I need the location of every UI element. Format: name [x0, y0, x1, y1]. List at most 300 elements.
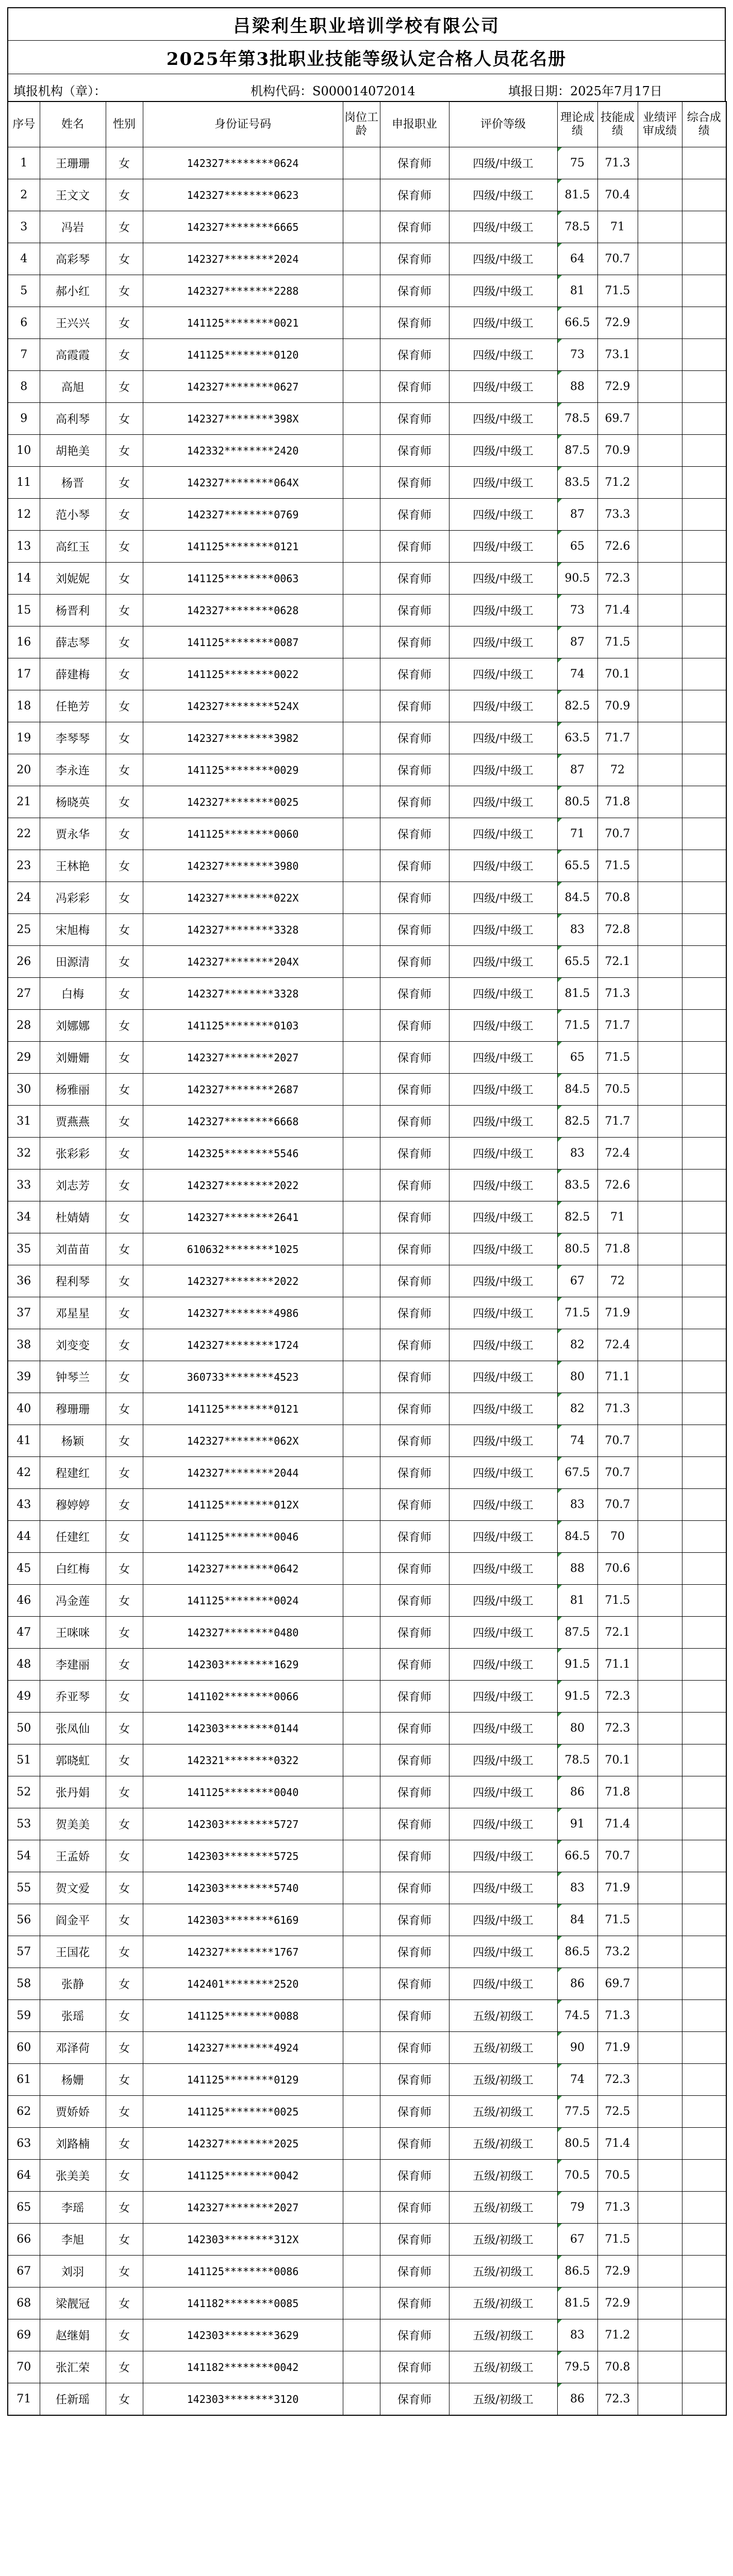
level-cell: 四级/中级工 [449, 211, 557, 243]
id-cell: 142327********3328 [143, 978, 343, 1010]
seq-cell: 55 [8, 1872, 40, 1904]
table-row [8, 2319, 726, 2351]
id-cell: 141125********0087 [143, 626, 343, 658]
theory-score-cell: 82.5 [557, 1201, 597, 1233]
overall-score-cell [682, 1968, 726, 2000]
performance-score-cell [638, 1297, 682, 1329]
occupation-cell: 保育师 [380, 1329, 449, 1361]
name-cell: 钟琴兰 [40, 1361, 106, 1393]
theory-score-cell: 86.5 [557, 1936, 597, 1968]
table-row [8, 371, 726, 403]
occupation-cell: 保育师 [380, 1361, 449, 1393]
seniority-cell [343, 2192, 380, 2224]
gender-cell: 女 [106, 1872, 143, 1904]
skill-score-cell: 71.1 [597, 1361, 638, 1393]
skill-score-cell: 71.5 [597, 1585, 638, 1617]
seniority-cell [343, 243, 380, 275]
id-cell: 142327********4986 [143, 1297, 343, 1329]
name-cell: 李瑶 [40, 2192, 106, 2224]
seq-cell: 7 [8, 339, 40, 371]
overall-score-cell [682, 179, 726, 211]
table-row [8, 1936, 726, 1968]
skill-score-cell: 71.5 [597, 2224, 638, 2256]
theory-score-cell: 70.5 [557, 2160, 597, 2192]
performance-score-cell [638, 595, 682, 626]
theory-score-cell: 82 [557, 1329, 597, 1361]
performance-score-cell [638, 1010, 682, 1042]
name-cell: 杨姗 [40, 2064, 106, 2096]
theory-score-cell: 75 [557, 147, 597, 179]
skill-score-cell: 71.8 [597, 1776, 638, 1808]
seniority-cell [343, 754, 380, 786]
level-cell: 五级/初级工 [449, 2287, 557, 2319]
col-header-level: 评价等级 [449, 101, 557, 147]
name-cell: 王咪咪 [40, 1617, 106, 1649]
table-row [8, 211, 726, 243]
performance-score-cell [638, 978, 682, 1010]
occupation-cell: 保育师 [380, 371, 449, 403]
level-cell: 五级/初级工 [449, 2256, 557, 2287]
seniority-cell [343, 2256, 380, 2287]
seq-cell: 27 [8, 978, 40, 1010]
overall-score-cell [682, 2032, 726, 2064]
id-cell: 142303********0144 [143, 1713, 343, 1744]
name-cell: 贺美美 [40, 1808, 106, 1840]
col-header-seniority: 岗位工龄 [343, 101, 380, 147]
skill-score-cell: 72.6 [597, 1170, 638, 1201]
table-row [8, 1361, 726, 1393]
seniority-cell [343, 1776, 380, 1808]
overall-score-cell [682, 275, 726, 307]
theory-score-cell: 81 [557, 275, 597, 307]
skill-score-cell: 71.3 [597, 2000, 638, 2032]
level-cell: 四级/中级工 [449, 1265, 557, 1297]
theory-score-cell: 87.5 [557, 1617, 597, 1649]
level-cell: 五级/初级工 [449, 2000, 557, 2032]
id-cell: 141125********012X [143, 1489, 343, 1521]
id-cell: 141125********0103 [143, 1010, 343, 1042]
gender-cell: 女 [106, 1265, 143, 1297]
name-cell: 李琴琴 [40, 722, 106, 754]
level-cell: 四级/中级工 [449, 435, 557, 467]
skill-score-cell: 71.4 [597, 1808, 638, 1840]
overall-score-cell [682, 1649, 726, 1681]
performance-score-cell [638, 147, 682, 179]
seniority-cell [343, 1457, 380, 1489]
seq-cell: 44 [8, 1521, 40, 1553]
occupation-cell: 保育师 [380, 595, 449, 626]
level-cell: 四级/中级工 [449, 499, 557, 531]
performance-score-cell [638, 1425, 682, 1457]
level-cell: 四级/中级工 [449, 403, 557, 435]
seniority-cell [343, 1361, 380, 1393]
name-cell: 穆珊珊 [40, 1393, 106, 1425]
overall-score-cell [682, 1329, 726, 1361]
seniority-cell [343, 211, 380, 243]
performance-score-cell [638, 1617, 682, 1649]
name-cell: 刘姗姗 [40, 1042, 106, 1074]
name-cell: 阎金平 [40, 1904, 106, 1936]
table-row [8, 1457, 726, 1489]
name-cell: 李永连 [40, 754, 106, 786]
name-cell: 高旭 [40, 371, 106, 403]
table-row [8, 1201, 726, 1233]
seq-cell: 48 [8, 1649, 40, 1681]
id-cell: 142327********022X [143, 882, 343, 914]
table-row [8, 1553, 726, 1585]
skill-score-cell: 72.3 [597, 1713, 638, 1744]
seq-cell: 15 [8, 595, 40, 626]
level-cell: 四级/中级工 [449, 147, 557, 179]
performance-score-cell [638, 2224, 682, 2256]
seq-cell: 14 [8, 563, 40, 595]
id-cell: 141125********0121 [143, 531, 343, 563]
occupation-cell: 保育师 [380, 1233, 449, 1265]
seniority-cell [343, 1297, 380, 1329]
skill-score-cell: 71.3 [597, 978, 638, 1010]
theory-score-cell: 87 [557, 626, 597, 658]
overall-score-cell [682, 1201, 726, 1233]
level-cell: 五级/初级工 [449, 2192, 557, 2224]
id-cell: 142327********0642 [143, 1553, 343, 1585]
id-cell: 360733********4523 [143, 1361, 343, 1393]
occupation-cell: 保育师 [380, 531, 449, 563]
name-cell: 邓泽荷 [40, 2032, 106, 2064]
table-row [8, 1233, 726, 1265]
performance-score-cell [638, 1521, 682, 1553]
theory-score-cell: 83 [557, 2319, 597, 2351]
performance-score-cell [638, 243, 682, 275]
overall-score-cell [682, 946, 726, 978]
level-cell: 四级/中级工 [449, 1201, 557, 1233]
name-cell: 任建红 [40, 1521, 106, 1553]
theory-score-cell: 87 [557, 754, 597, 786]
occupation-cell: 保育师 [380, 1681, 449, 1713]
overall-score-cell [682, 626, 726, 658]
performance-score-cell [638, 1393, 682, 1425]
seq-cell: 50 [8, 1713, 40, 1744]
seniority-cell [343, 978, 380, 1010]
skill-score-cell: 71.9 [597, 2032, 638, 2064]
level-cell: 五级/初级工 [449, 2128, 557, 2160]
seq-cell: 58 [8, 1968, 40, 2000]
level-cell: 四级/中级工 [449, 1010, 557, 1042]
performance-score-cell [638, 1681, 682, 1713]
table-row [8, 2096, 726, 2128]
skill-score-cell: 71.3 [597, 1393, 638, 1425]
gender-cell: 女 [106, 595, 143, 626]
theory-score-cell: 74 [557, 1425, 597, 1457]
name-cell: 赵继娟 [40, 2319, 106, 2351]
occupation-cell: 保育师 [380, 786, 449, 818]
occupation-cell: 保育师 [380, 2064, 449, 2096]
skill-score-cell: 71.9 [597, 1872, 638, 1904]
seq-cell: 51 [8, 1744, 40, 1776]
performance-score-cell [638, 211, 682, 243]
seq-cell: 33 [8, 1170, 40, 1201]
id-cell: 142327********4924 [143, 2032, 343, 2064]
seq-cell: 23 [8, 850, 40, 882]
table-row [8, 754, 726, 786]
occupation-cell: 保育师 [380, 1776, 449, 1808]
level-cell: 五级/初级工 [449, 2224, 557, 2256]
skill-score-cell: 70.9 [597, 690, 638, 722]
seniority-cell [343, 690, 380, 722]
level-cell: 四级/中级工 [449, 1106, 557, 1138]
skill-score-cell: 70.7 [597, 1489, 638, 1521]
occupation-cell: 保育师 [380, 1872, 449, 1904]
seq-cell: 21 [8, 786, 40, 818]
name-cell: 宋旭梅 [40, 914, 106, 946]
occupation-cell: 保育师 [380, 1904, 449, 1936]
name-cell: 张凤仙 [40, 1713, 106, 1744]
seniority-cell [343, 595, 380, 626]
seniority-cell [343, 1808, 380, 1840]
overall-score-cell [682, 2192, 726, 2224]
theory-score-cell: 91.5 [557, 1649, 597, 1681]
name-cell: 李建丽 [40, 1649, 106, 1681]
gender-cell: 女 [106, 1744, 143, 1776]
overall-score-cell [682, 1265, 726, 1297]
gender-cell: 女 [106, 1106, 143, 1138]
gender-cell: 女 [106, 1808, 143, 1840]
skill-score-cell: 71.4 [597, 595, 638, 626]
seq-cell: 63 [8, 2128, 40, 2160]
name-cell: 刘妮妮 [40, 563, 106, 595]
theory-score-cell: 86 [557, 2383, 597, 2416]
col-header-seq: 序号 [8, 101, 40, 147]
gender-cell: 女 [106, 1010, 143, 1042]
theory-score-cell: 81.5 [557, 179, 597, 211]
theory-score-cell: 83 [557, 1489, 597, 1521]
skill-score-cell: 71.3 [597, 2192, 638, 2224]
occupation-cell: 保育师 [380, 2032, 449, 2064]
occupation-cell: 保育师 [380, 2287, 449, 2319]
name-cell: 高利琴 [40, 403, 106, 435]
id-cell: 141125********0025 [143, 2096, 343, 2128]
level-cell: 四级/中级工 [449, 1649, 557, 1681]
skill-score-cell: 70.1 [597, 658, 638, 690]
gender-cell: 女 [106, 435, 143, 467]
gender-cell: 女 [106, 850, 143, 882]
seq-cell: 22 [8, 818, 40, 850]
name-cell: 贺文爱 [40, 1872, 106, 1904]
overall-score-cell [682, 2351, 726, 2383]
id-cell: 142327********2025 [143, 2128, 343, 2160]
gender-cell: 女 [106, 1329, 143, 1361]
seq-cell: 26 [8, 946, 40, 978]
level-cell: 四级/中级工 [449, 786, 557, 818]
seniority-cell [343, 1713, 380, 1744]
occupation-cell: 保育师 [380, 1457, 449, 1489]
id-cell: 141125********0029 [143, 754, 343, 786]
occupation-cell: 保育师 [380, 1808, 449, 1840]
seq-cell: 71 [8, 2383, 40, 2416]
id-cell: 142327********0628 [143, 595, 343, 626]
occupation-cell: 保育师 [380, 435, 449, 467]
name-cell: 任艳芳 [40, 690, 106, 722]
performance-score-cell [638, 2256, 682, 2287]
seniority-cell [343, 1744, 380, 1776]
table-row [8, 1872, 726, 1904]
gender-cell: 女 [106, 1521, 143, 1553]
performance-score-cell [638, 1808, 682, 1840]
performance-score-cell [638, 1553, 682, 1585]
gender-cell: 女 [106, 946, 143, 978]
seniority-cell [343, 339, 380, 371]
performance-score-cell [638, 499, 682, 531]
level-cell: 五级/初级工 [449, 2319, 557, 2351]
col-header-skill: 技能成绩 [597, 101, 638, 147]
theory-score-cell: 67.5 [557, 1457, 597, 1489]
id-cell: 142327********2022 [143, 1265, 343, 1297]
seq-cell: 68 [8, 2287, 40, 2319]
theory-score-cell: 88 [557, 371, 597, 403]
overall-score-cell [682, 435, 726, 467]
occupation-cell: 保育师 [380, 403, 449, 435]
performance-score-cell [638, 371, 682, 403]
seq-cell: 2 [8, 179, 40, 211]
name-cell: 刘志芳 [40, 1170, 106, 1201]
overall-score-cell [682, 1425, 726, 1457]
theory-score-cell: 91 [557, 1808, 597, 1840]
name-cell: 张彩彩 [40, 1138, 106, 1170]
gender-cell: 女 [106, 1297, 143, 1329]
level-cell: 四级/中级工 [449, 1042, 557, 1074]
gender-cell: 女 [106, 1553, 143, 1585]
theory-score-cell: 77.5 [557, 2096, 597, 2128]
table-row [8, 1010, 726, 1042]
table-row [8, 435, 726, 467]
performance-score-cell [638, 2096, 682, 2128]
gender-cell: 女 [106, 1936, 143, 1968]
overall-score-cell [682, 499, 726, 531]
level-cell: 四级/中级工 [449, 1936, 557, 1968]
seniority-cell [343, 2064, 380, 2096]
table-row [8, 2192, 726, 2224]
level-cell: 五级/初级工 [449, 2383, 557, 2416]
table-row [8, 1681, 726, 1713]
seq-cell: 17 [8, 658, 40, 690]
name-cell: 张汇荣 [40, 2351, 106, 2383]
id-cell: 142401********2520 [143, 1968, 343, 2000]
table-row [8, 2224, 726, 2256]
seniority-cell [343, 563, 380, 595]
performance-score-cell [638, 1840, 682, 1872]
table-row [8, 2351, 726, 2383]
id-cell: 142303********5740 [143, 1872, 343, 1904]
overall-score-cell [682, 1393, 726, 1425]
skill-score-cell: 71.5 [597, 850, 638, 882]
performance-score-cell [638, 563, 682, 595]
theory-score-cell: 80 [557, 1713, 597, 1744]
theory-score-cell: 65.5 [557, 850, 597, 882]
skill-score-cell: 70.7 [597, 243, 638, 275]
table-row [8, 2256, 726, 2287]
name-cell: 刘羽 [40, 2256, 106, 2287]
theory-score-cell: 83.5 [557, 1170, 597, 1201]
performance-score-cell [638, 1713, 682, 1744]
level-cell: 四级/中级工 [449, 1233, 557, 1265]
gender-cell: 女 [106, 211, 143, 243]
table-row [8, 2064, 726, 2096]
seniority-cell [343, 467, 380, 499]
id-cell: 610632********1025 [143, 1233, 343, 1265]
gender-cell: 女 [106, 2032, 143, 2064]
overall-score-cell [682, 850, 726, 882]
table-row [8, 1808, 726, 1840]
performance-score-cell [638, 1042, 682, 1074]
seniority-cell [343, 1681, 380, 1713]
occupation-cell: 保育师 [380, 882, 449, 914]
seq-cell: 13 [8, 531, 40, 563]
level-cell: 四级/中级工 [449, 339, 557, 371]
theory-score-cell: 90.5 [557, 563, 597, 595]
table-row [8, 275, 726, 307]
id-cell: 142327********0624 [143, 147, 343, 179]
performance-score-cell [638, 1138, 682, 1170]
name-cell: 高彩琴 [40, 243, 106, 275]
id-cell: 142327********524X [143, 690, 343, 722]
seniority-cell [343, 914, 380, 946]
overall-score-cell [682, 1872, 726, 1904]
theory-score-cell: 84 [557, 1904, 597, 1936]
name-cell: 杨晓英 [40, 786, 106, 818]
occupation-cell: 保育师 [380, 1170, 449, 1201]
id-cell: 141125********0129 [143, 2064, 343, 2096]
performance-score-cell [638, 2128, 682, 2160]
level-cell: 四级/中级工 [449, 946, 557, 978]
level-cell: 四级/中级工 [449, 658, 557, 690]
performance-score-cell [638, 531, 682, 563]
skill-score-cell: 71.1 [597, 1649, 638, 1681]
level-cell: 四级/中级工 [449, 307, 557, 339]
level-cell: 五级/初级工 [449, 2351, 557, 2383]
occupation-cell: 保育师 [380, 1840, 449, 1872]
theory-score-cell: 66.5 [557, 307, 597, 339]
performance-score-cell [638, 786, 682, 818]
seq-cell: 45 [8, 1553, 40, 1585]
performance-score-cell [638, 722, 682, 754]
id-cell: 142327********2044 [143, 1457, 343, 1489]
skill-score-cell: 72 [597, 754, 638, 786]
performance-score-cell [638, 1074, 682, 1106]
occupation-cell: 保育师 [380, 690, 449, 722]
overall-score-cell [682, 2000, 726, 2032]
seniority-cell [343, 307, 380, 339]
table-row [8, 243, 726, 275]
id-cell: 142327********204X [143, 946, 343, 978]
seniority-cell [343, 818, 380, 850]
performance-score-cell [638, 2160, 682, 2192]
occupation-cell: 保育师 [380, 818, 449, 850]
occupation-cell: 保育师 [380, 1649, 449, 1681]
seq-cell: 40 [8, 1393, 40, 1425]
table-row [8, 1265, 726, 1297]
seniority-cell [343, 1265, 380, 1297]
table-row [8, 1170, 726, 1201]
overall-score-cell [682, 243, 726, 275]
performance-score-cell [638, 1457, 682, 1489]
theory-score-cell: 87.5 [557, 435, 597, 467]
id-cell: 141125********0088 [143, 2000, 343, 2032]
theory-score-cell: 67 [557, 2224, 597, 2256]
overall-score-cell [682, 2064, 726, 2096]
gender-cell: 女 [106, 275, 143, 307]
skill-score-cell: 70.8 [597, 882, 638, 914]
seq-cell: 60 [8, 2032, 40, 2064]
name-cell: 冯金莲 [40, 1585, 106, 1617]
